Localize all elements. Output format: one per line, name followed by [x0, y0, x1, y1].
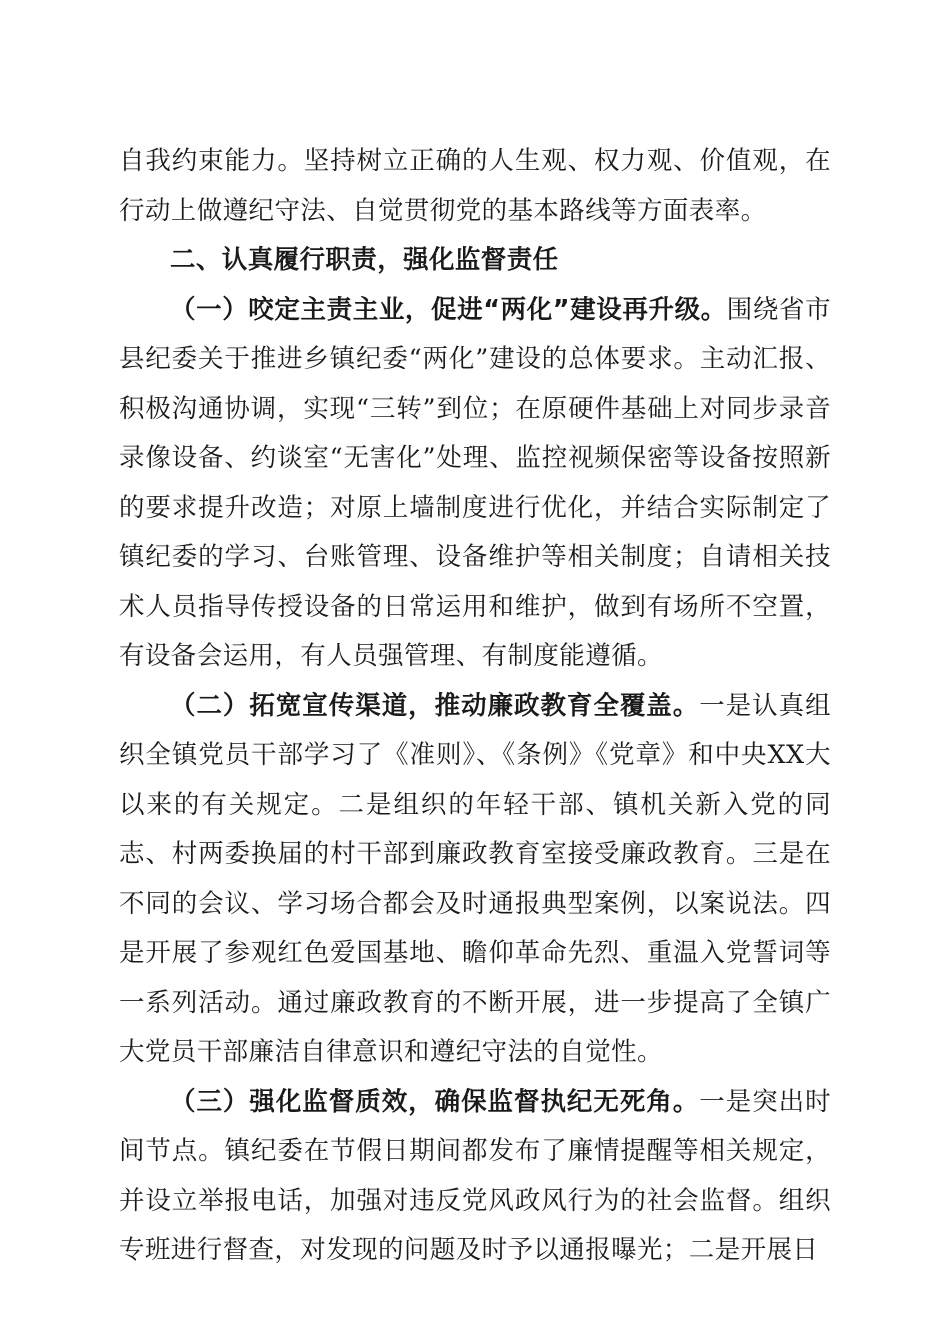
- document-body: [119, 137, 831, 1276]
- subsection-title-2: （二）拓宽宣传渠道，推动廉政教育全覆盖。: [170, 690, 700, 721]
- subsection-title-1: （一）咬定主责主业，促进“两化”建设再升级。: [170, 294, 727, 325]
- subsection-body-3: 一是突出时间节点。镇纪委在节假日期间都发布了廉情提醒等相关规定，并设立举报电话，加强对违反党风政风行为的社会监督。组织专班进行督查，对发现的问题及时予以通报曝光；二是开展日: [119, 1086, 831, 1265]
- paragraph-subsection-3: [119, 1078, 831, 1276]
- paragraph-subsection-2: [119, 682, 831, 1078]
- subsection-body-1: 围绕省市县纪委关于推进乡镇纪委“两化”建设的总体要求。主动汇报、积极沟通协调，实现“三转”到位；在原硬件基础上对同步录音录像设备、约谈室“无害化”处理、监控视频保密等设备按照新的要求提升改造；对原上墙制度进行优化，并结合实际制定了镇纪委的学习、台账管理、设备维护等相关制度；自请相关技术人员指导传授设备的日常运用和维护，做到有场所不空置，有设备会运用，有人员强管理、有制度能遵循。: [119, 294, 831, 671]
- paragraph-continuation: 自我约束能力。坚持树立正确的人生观、权力观、价值观，在行动上做遵纪守法、自觉贯彻党的基本路线等方面表率。: [119, 146, 831, 226]
- subsection-title-3: （三）强化监督质效，确保监督执纪无死角。: [170, 1086, 700, 1117]
- subsection-body-2: 一是认真组织全镇党员干部学习了《准则》、《条例》《党章》和中央XX大以来的有关规定。二是组织的年轻干部、镇机关新入党的同志、村两委换届的村干部到廉政教育室接受廉政教育。三是在不同的会议、学习场合都会及时通报典型案例，以案说法。四是开展了参观红色爱国基地、瞻仰革命先烈、重温入党誓词等一系列活动。通过廉政教育的不断开展，进一步提高了全镇广大党员干部廉洁自律意识和遵纪守法的自觉性。: [119, 690, 831, 1067]
- paragraph-subsection-1: [119, 286, 831, 682]
- section-heading: 二、认真履行职责，强化监督责任: [170, 245, 559, 275]
